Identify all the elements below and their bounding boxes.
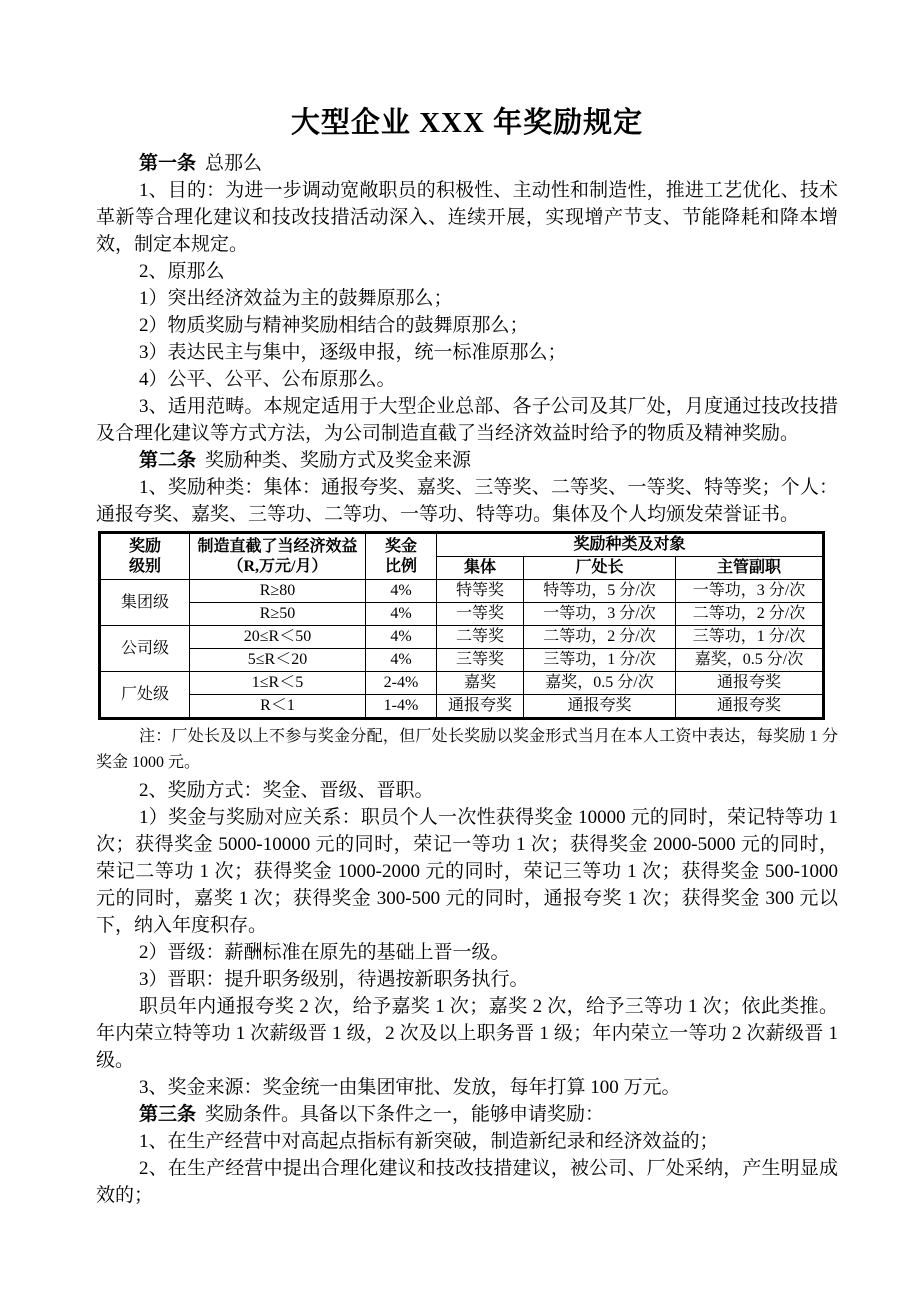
collective-cell: 三等奖 — [437, 649, 524, 672]
para-award-methods: 2、奖励方式：奖金、晋级、晋职。 — [139, 780, 434, 801]
article1-title: 总那么 — [205, 153, 263, 174]
para-principle-4: 4）公平、公平、公布原那么。 — [139, 369, 396, 390]
benefit-cell: 5≤R＜20 — [190, 649, 366, 672]
article2-number: 第二条 — [139, 450, 197, 471]
document-page — [96, 0, 838, 1209]
col-header-deputy: 主管副职 — [676, 557, 824, 580]
collective-cell: 二等奖 — [437, 626, 524, 649]
para-scope: 3、适用范畴。本规定适用于大型企业总部、各子公司及其厂处，月度通过技改技措及合理化建议等方式方法，为公司制造直截了当经济效益时给予的物质及精神奖励。 — [96, 396, 838, 444]
article3-number: 第三条 — [139, 1104, 197, 1125]
para-accumulation: 职员年内通报夸奖 2 次，给予嘉奖 1 次；嘉奖 2 次，给予三等功 1 次；依此类推。年内荣立特等功 1 次薪级晋 1 级，2 次及以上职务晋 1 级；年内荣立一等功 2 次薪级晋 1 级。 — [96, 996, 838, 1071]
para-principle-3: 3）表达民主与集中，逐级申报，统一标准原那么； — [139, 342, 567, 363]
factory-cell: 嘉奖，0.5 分/次 — [524, 672, 676, 695]
para-article2-heading — [96, 447, 838, 474]
collective-cell: 嘉奖 — [437, 672, 524, 695]
factory-cell: 特等功，5 分/次 — [524, 580, 676, 603]
factory-cell: 三等功，1 分/次 — [524, 649, 676, 672]
para-bonus-mapping: 1）奖金与奖励对应关系：职员个人一次性获得奖金 10000 元的同时，荣记特等功 1 次；获得奖金 5000-10000 元的同时，荣记一等功 1 次；获得奖金 2000-5000 元的同时，荣记二等功 1 次；获得奖金 1000-2000 元的同时，荣记三等功 1 次；获得奖金 500-1000 元的同时，嘉奖 1 次；获得奖金 300-500 元的同时，通报夸奖 1 次；获得奖金 300 元以下，纳入年度积存。 — [96, 807, 838, 936]
table-header-row-1 — [100, 533, 824, 557]
benefit-cell: R＜1 — [190, 695, 366, 719]
col-header-benefit: 制造直截了当经济效益 （R,万元/月） — [190, 533, 366, 580]
deputy-cell: 三等功，1 分/次 — [676, 626, 824, 649]
article3-title: 奖励条件。具备以下条件之一，能够申请奖励： — [205, 1104, 605, 1125]
para-article3-heading — [96, 1101, 838, 1128]
col-header-factory: 厂处长 — [524, 557, 676, 580]
col-header-ratio: 奖金 比例 — [366, 533, 437, 580]
deputy-cell: 嘉奖，0.5 分/次 — [676, 649, 824, 672]
article1-number: 第一条 — [139, 153, 197, 174]
table-row — [100, 603, 824, 626]
col-header-collective: 集体 — [437, 557, 524, 580]
document-title: 大型企业 XXX 年奖励规定 — [290, 107, 644, 139]
level-cell-factory: 厂处级 — [100, 672, 190, 719]
factory-cell: 二等功，2 分/次 — [524, 626, 676, 649]
ratio-cell: 4% — [366, 649, 437, 672]
benefit-cell: 1≤R＜5 — [190, 672, 366, 695]
factory-cell: 通报夸奖 — [524, 695, 676, 719]
factory-cell: 一等功，3 分/次 — [524, 603, 676, 626]
level-cell-group: 集团级 — [100, 580, 190, 626]
para-principle-2: 2）物质奖励与精神奖励相结合的鼓舞原那么； — [139, 315, 529, 336]
deputy-cell: 二等功，2 分/次 — [676, 603, 824, 626]
table-row — [100, 626, 824, 649]
para-table-note: 注：厂处长及以上不参与奖金分配，但厂处长奖励以奖金形式当月在本人工资中表达，每奖励 1 分奖金 1000 元。 — [96, 728, 838, 771]
para-condition-2: 2、在生产经营中提出合理化建议和技改技措建议，被公司、厂处采纳，产生明显成效的； — [96, 1158, 838, 1206]
ratio-cell: 2-4% — [366, 672, 437, 695]
col-header-group: 奖励种类及对象 — [437, 533, 824, 557]
para-award-types: 1、奖励种类：集体：通报夸奖、嘉奖、三等奖、二等奖、一等奖、特等奖；个人：通报夸奖、嘉奖、三等功、二等功、一等功、特等功。集体及个人均颁发荣誉证书。 — [96, 477, 838, 525]
benefit-cell: R≥50 — [190, 603, 366, 626]
col-header-level: 奖励 级别 — [100, 533, 190, 580]
ratio-cell: 1-4% — [366, 695, 437, 719]
benefit-cell: 20≤R＜50 — [190, 626, 366, 649]
collective-cell: 一等奖 — [437, 603, 524, 626]
para-bonus-source: 3、奖金来源：奖金统一由集团审批、发放，每年打算 100 万元。 — [139, 1077, 681, 1098]
table-row — [100, 672, 824, 695]
article2-title: 奖励种类、奖励方式及奖金来源 — [205, 450, 472, 471]
para-condition-1: 1、在生产经营中对高起点指标有新突破，制造新纪录和经济效益的； — [139, 1131, 719, 1152]
reward-levels-table — [98, 531, 825, 720]
table-row — [100, 580, 824, 603]
para-article1-heading — [96, 150, 838, 177]
ratio-cell: 4% — [366, 603, 437, 626]
table-row — [100, 695, 824, 719]
collective-cell: 通报夸奖 — [437, 695, 524, 719]
deputy-cell: 通报夸奖 — [676, 695, 824, 719]
benefit-cell: R≥80 — [190, 580, 366, 603]
ratio-cell: 4% — [366, 626, 437, 649]
table-row — [100, 649, 824, 672]
collective-cell: 特等奖 — [437, 580, 524, 603]
deputy-cell: 一等功，3 分/次 — [676, 580, 824, 603]
deputy-cell: 通报夸奖 — [676, 672, 824, 695]
para-principle-1: 1）突出经济效益为主的鼓舞原那么； — [139, 288, 453, 309]
ratio-cell: 4% — [366, 580, 437, 603]
para-principles-heading: 2、原那么 — [139, 261, 225, 282]
para-promotion-post: 3）晋职：提升职务级别，待遇按新职务执行。 — [139, 969, 529, 990]
level-cell-company: 公司级 — [100, 626, 190, 672]
para-promotion-grade: 2）晋级：薪酬标准在原先的基础上晋一级。 — [139, 942, 510, 963]
para-purpose: 1、目的：为进一步调动宽敞职员的积极性、主动性和制造性，推进工艺优化、技术革新等合理化建议和技改技措活动深入、连续开展，实现增产节支、节能降耗和降本增效，制定本规定。 — [96, 180, 838, 255]
